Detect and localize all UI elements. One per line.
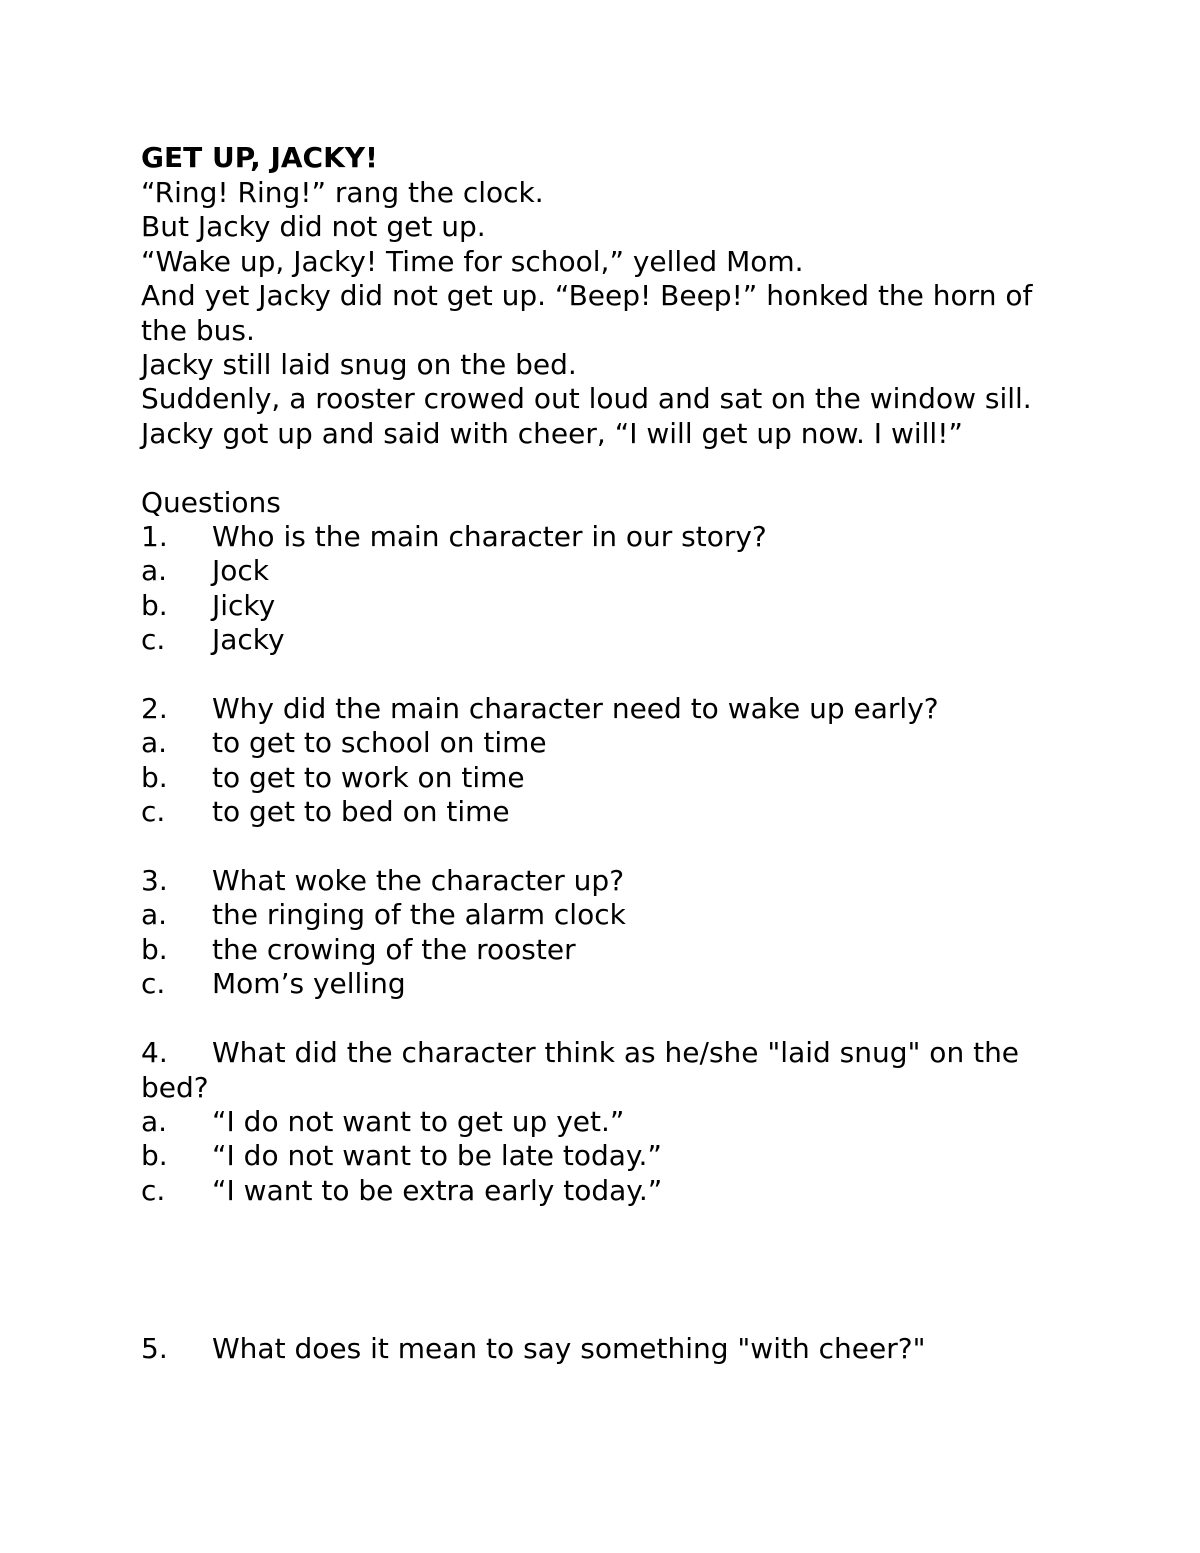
- document-content: [141, 140, 1061, 1367]
- option: [141, 1174, 1061, 1208]
- spacer: [141, 830, 1061, 864]
- option-letter: c.: [141, 623, 166, 657]
- option-letter: a.: [141, 1104, 168, 1138]
- option: [141, 795, 1061, 829]
- option-letter: a.: [141, 554, 168, 588]
- option-text: “I do not want to get up yet.”: [212, 1104, 625, 1138]
- question-text: Who is the main character in our story?: [212, 520, 767, 554]
- option: [141, 726, 1061, 760]
- option-letter: b.: [141, 760, 168, 794]
- question-number: 1.: [141, 520, 168, 554]
- question-number: 2.: [141, 692, 168, 726]
- question-number: 5.: [141, 1332, 168, 1366]
- question-number: 3.: [141, 864, 168, 898]
- option: [141, 1105, 1061, 1139]
- question-number: 4.: [141, 1036, 168, 1070]
- question-text: Why did the main character need to wake up early?: [212, 692, 939, 726]
- option-text: to get to bed on time: [212, 795, 510, 829]
- option-letter: b.: [141, 1139, 168, 1173]
- option: [141, 623, 1061, 657]
- story-line: Jacky still laid snug on the bed.: [141, 348, 577, 382]
- question-text: What woke the character up?: [212, 864, 625, 898]
- story-title: GET UP, JACKY!: [141, 141, 378, 174]
- option: [141, 554, 1061, 588]
- story-line: But Jacky did not get up.: [141, 210, 486, 244]
- option-text: “I want to be extra early today.”: [212, 1173, 663, 1207]
- story-line: “Wake up, Jacky! Time for school,” yelled Mom.: [141, 244, 804, 278]
- option-letter: a.: [141, 726, 168, 760]
- question-text: What does it mean to say something "with cheer?": [212, 1332, 926, 1366]
- question-5: [141, 1332, 1061, 1366]
- option-letter: b.: [141, 932, 168, 966]
- option-text: Jock: [212, 554, 269, 588]
- option-text: “I do not want to be late today.”: [212, 1139, 662, 1173]
- option-text: Jicky: [212, 588, 276, 622]
- option-letter: c.: [141, 1173, 166, 1207]
- questions-heading: Questions: [141, 485, 281, 519]
- story-line: “Ring! Ring!” rang the clock.: [141, 176, 544, 209]
- spacer: [141, 1002, 1061, 1036]
- option-text: to get to work on time: [212, 760, 525, 794]
- question-4: [141, 1036, 1061, 1105]
- question-2: [141, 692, 1061, 726]
- question-3: [141, 864, 1061, 898]
- spacer: [141, 1208, 1061, 1332]
- option-letter: a.: [141, 898, 168, 932]
- option-letter: c.: [141, 967, 166, 1001]
- option: [141, 761, 1061, 795]
- option: [141, 898, 1061, 932]
- question-1: [141, 520, 1061, 554]
- option-text: the crowing of the rooster: [212, 932, 576, 966]
- spacer: [141, 451, 1061, 485]
- option: [141, 589, 1061, 623]
- story-line: And yet Jacky did not get up. “Beep! Beep!” honked the horn of the bus.: [141, 279, 1033, 347]
- option-text: the ringing of the alarm clock: [212, 898, 626, 932]
- option: [141, 1139, 1061, 1173]
- story-line: Jacky got up and said with cheer, “I will get up now. I will!”: [141, 416, 963, 450]
- option-text: to get to school on time: [212, 726, 547, 760]
- option: [141, 967, 1061, 1001]
- option: [141, 933, 1061, 967]
- spacer: [141, 658, 1061, 692]
- option-text: Mom’s yelling: [212, 967, 406, 1001]
- option-letter: b.: [141, 588, 168, 622]
- story-line: Suddenly, a rooster crowed out loud and sat on the window sill.: [141, 382, 1032, 416]
- option-letter: c.: [141, 795, 166, 829]
- question-text: What did the character think as he/she "laid snug" on the bed?: [141, 1036, 1020, 1104]
- option-text: Jacky: [212, 623, 285, 657]
